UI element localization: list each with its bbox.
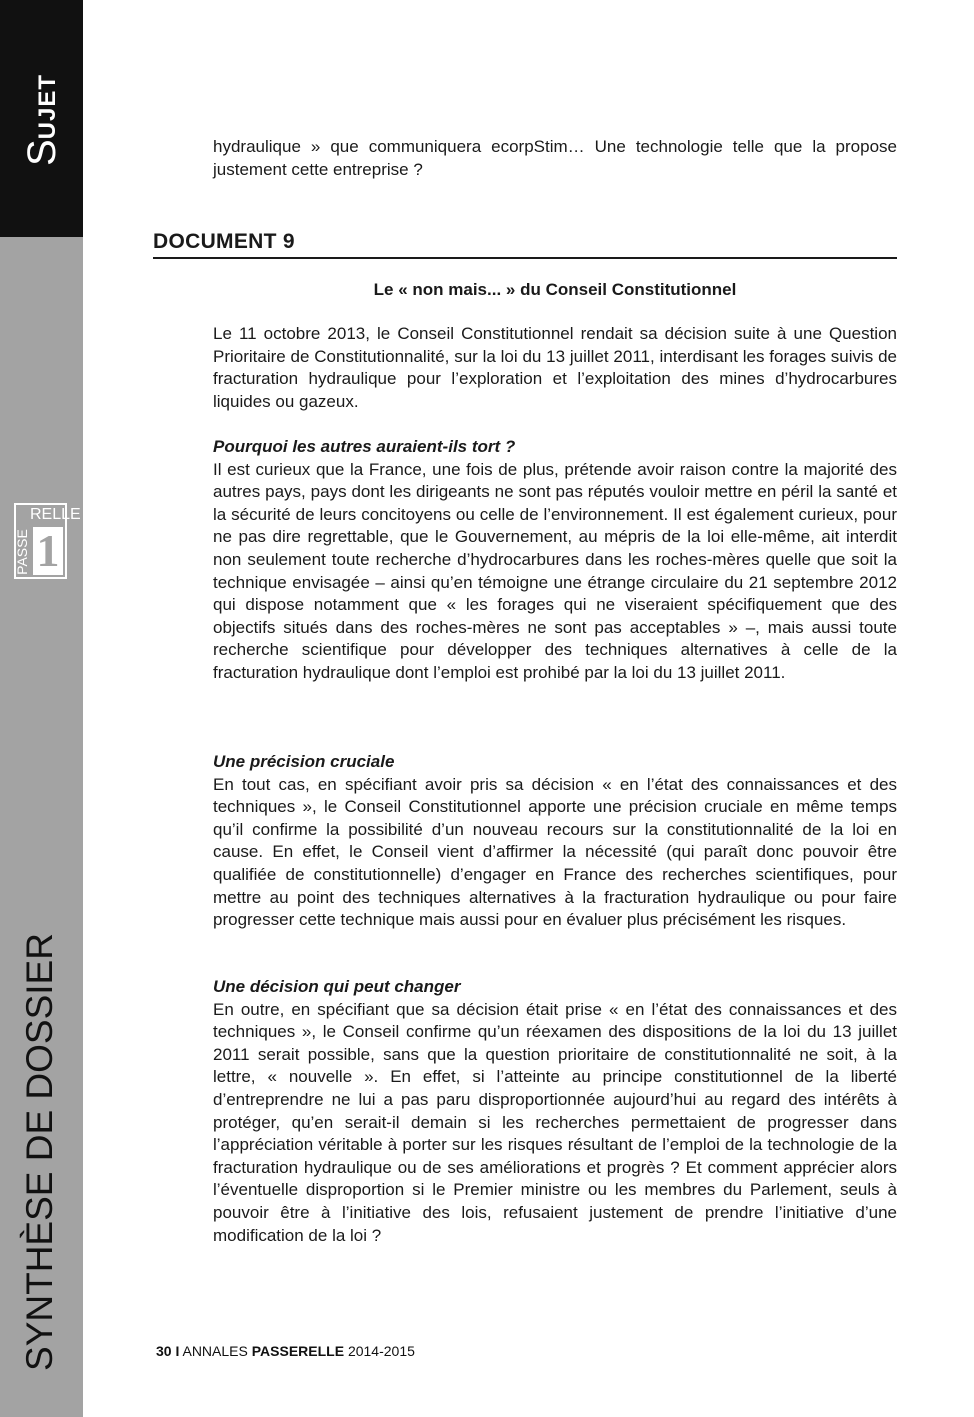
section-3: [213, 976, 897, 1247]
intro-continuation: [213, 136, 897, 181]
section-1: [213, 436, 897, 685]
footer-separator: I: [175, 1343, 180, 1359]
passerelle-logo: [14, 503, 81, 579]
section-2: [213, 751, 897, 932]
page-number: 30: [156, 1343, 172, 1359]
section-label-initial: S: [20, 139, 64, 167]
logo-number: 1: [33, 527, 63, 575]
paragraph-intro: [213, 323, 897, 413]
section-label: [22, 74, 62, 166]
footer-years: 2014-2015: [347, 1343, 415, 1359]
section-1-text: Il est curieux que la France, une fois de plus, prétende avoir raison contre la majorité des autres pays, pays dont les dirigeants ne sont pas réputés vouloir mettre en péril la santé et la sécurité de leurs concitoyens ou celle de l’environnement. Il est également curieux, pour ne pas dire regrettable, que le Gouvernement, au mépris de la loi elle-même, ait interdit non seulement toute recherche d’hydrocarbures dans les roches-mères quelle que soit la technique envisagée – ainsi qu’en témoigne une étrange circulaire du 21 septembre 2012 qui dispose notamment que « les forages qui ne viseraient spécifiquement que des objectifs situés dans des roches-mères ne sont pas acceptables » –, mais aussi toute recherche scientifique pour développer des techniques alternatives à celle de la fracturation hydraulique dont l’emploi est prohibé par la loi du 13 juillet 2011.: [213, 459, 897, 682]
document-heading: DOCUMENT 9: [153, 230, 897, 259]
section-label-rest: UJET: [34, 73, 61, 140]
document-title: Le « non mais... » du Conseil Constitutionnel: [373, 280, 737, 299]
section-2-text: En tout cas, en spécifiant avoir pris sa décision « en l’état des connaissances et des techniques », le Conseil Constitutionnel apporte une précision cruciale en même temps qu’il confirme la possibilité d’un nouveau recours sur la constitutionnalité de la loi en cause. En effet, le Conseil vient d’affirmer la nécessité (qui paraît donc pouvoir être qualifiée de constitutionnelle) d’engager en France des recherches scientifiques, pour mettre au point des techniques alternatives à la fracturation hydraulique ou pour faire progresser cette technique mais aussi pour en évaluer plus précisément les risques.: [213, 774, 897, 930]
section-1-title: Pourquoi les autres auraient-ils tort ?: [213, 437, 516, 456]
vertical-title: SYNTHÈSE DE DOSSIER: [19, 933, 60, 1371]
footer-publication: ANNALES: [182, 1343, 248, 1359]
footer-brand: PASSERELLE: [251, 1343, 345, 1359]
intro-text: hydraulique » que communiquera ecorpStim… Une technologie telle que la propose justement cette entreprise ?: [213, 137, 897, 179]
paragraph-1: Le 11 octobre 2013, le Conseil Constitutionnel rendait sa décision suite à une Question Prioritaire de Constitutionnalité, sur la loi du 13 juillet 2011, interdisant les forages suivis de fracturation hydraulique pour l’exploration et l’exploitation des mines d’hydrocarbures liquides ou gazeux.: [213, 324, 897, 411]
logo-top-text: RELLE: [30, 506, 81, 523]
section-2-title: Une précision cruciale: [213, 752, 395, 771]
page-footer: [156, 1343, 415, 1359]
logo-side-text: PASSE: [14, 529, 30, 575]
section-3-text: En outre, en spécifiant que sa décision était prise « en l’état des connaissances et des techniques », le Conseil confirme qu’un réexamen des dispositions de la loi du 13 juillet 2011 serait possible, sans que la question prioritaire de constitutionnalité ne soit, à la lettre, « nouvelle ». En effet, si l’atteinte au principe constitutionnel de la liberté d’entreprendre ne lui a pas paru disproportionnée aujourd’hui au regard des intérêts à protéger, qu’en serait-il demain si les recherches permettaient de progresser dans l’appréciation véritable à porter sur les risques résultant de l’emploi de la technologie de la fracturation hydraulique ou de ses améliorations et progrès ? Et comment apprécier alors l’éventuelle disproportion si le Premier ministre ou les membres du Parlement, seuls à pouvoir être à l’initiative des lois, refusaient justement de prendre l’initiative d’une modification de la loi ?: [213, 999, 897, 1245]
section-3-title: Une décision qui peut changer: [213, 977, 461, 996]
